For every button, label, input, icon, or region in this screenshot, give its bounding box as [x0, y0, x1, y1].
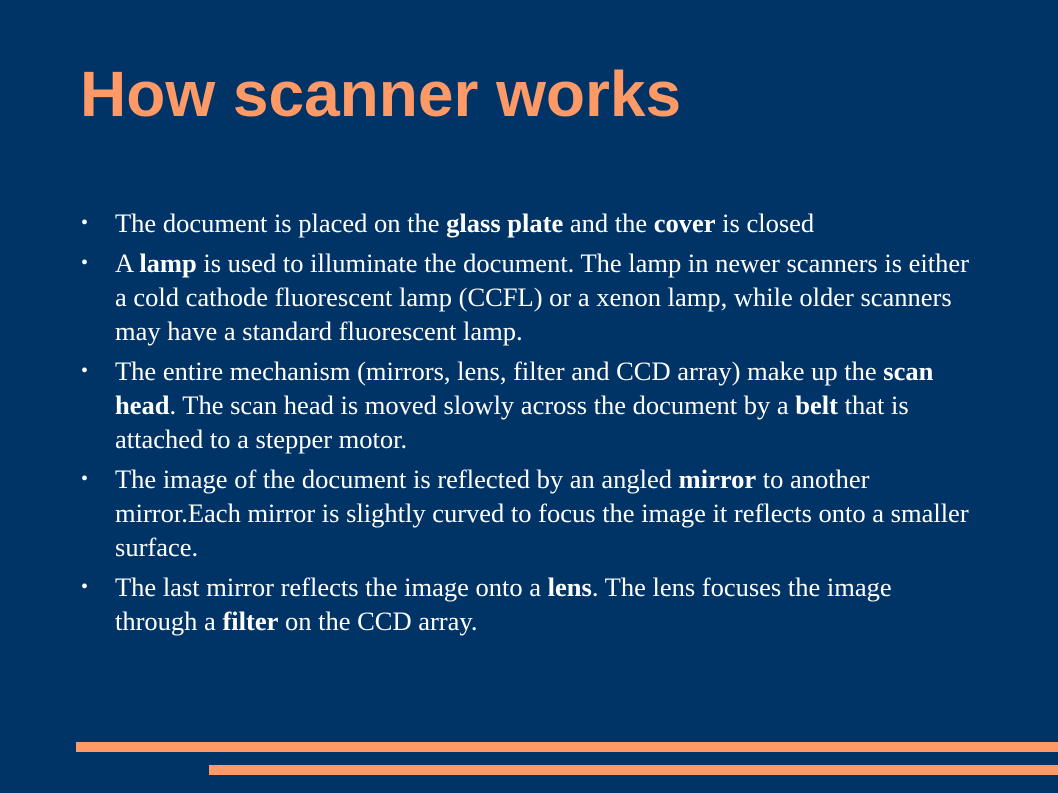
bullet-text: that is attached to a stepper motor.: [115, 390, 909, 454]
bullet-text: The entire mechanism (mirrors, lens, filter and CCD array) make up the: [115, 356, 884, 386]
bullet-text: A: [115, 248, 140, 278]
bullet-dot-icon: •: [81, 252, 89, 274]
bullet-dot-icon: •: [81, 360, 89, 382]
accent-bar-bottom: [209, 765, 1058, 775]
bullet-list: [78, 206, 978, 644]
bold-term: lens: [547, 572, 592, 602]
accent-bar-top: [76, 742, 1058, 752]
bold-term: glass plate: [446, 208, 564, 238]
bullet-text: . The scan head is moved slowly across the document by a: [169, 390, 796, 420]
bullet-dot-icon: •: [81, 576, 89, 598]
bullet-text: . The lens focuses the image through a: [115, 572, 892, 636]
bullet-text: to another mirror.Each mirror is slightly curved to focus the image it reflects onto a smaller surface.: [115, 464, 969, 562]
bullet-text: on the CCD array.: [278, 606, 478, 636]
bold-term: scan head: [115, 356, 934, 420]
bullet-text: is used to illuminate the document. The lamp in newer scanners is either a cold cathode fluorescent lamp (CCFL) or a xenon lamp, while older scanners may have a standard fluorescent lamp.: [115, 248, 969, 346]
bullet-dot-icon: •: [81, 468, 89, 490]
bullet-item: [78, 354, 978, 456]
bold-term: belt: [795, 390, 838, 420]
bullet-text: The last mirror reflects the image onto a: [115, 572, 548, 602]
bullet-text: is closed: [715, 208, 815, 238]
bullet-text: and the: [563, 208, 654, 238]
bold-term: mirror: [678, 464, 757, 494]
bullet-dot-icon: •: [81, 212, 89, 234]
bold-term: filter: [222, 606, 279, 636]
bullet-item: [78, 570, 978, 638]
bullet-item: [78, 206, 978, 240]
slide-title: How scanner works: [80, 58, 682, 130]
bold-term: cover: [653, 208, 716, 238]
bold-term: lamp: [139, 248, 197, 278]
bullet-text: The document is placed on the: [115, 208, 447, 238]
bullet-text: The image of the document is reflected by an angled: [115, 464, 679, 494]
bullet-item: [78, 246, 978, 348]
bullet-item: [78, 462, 978, 564]
